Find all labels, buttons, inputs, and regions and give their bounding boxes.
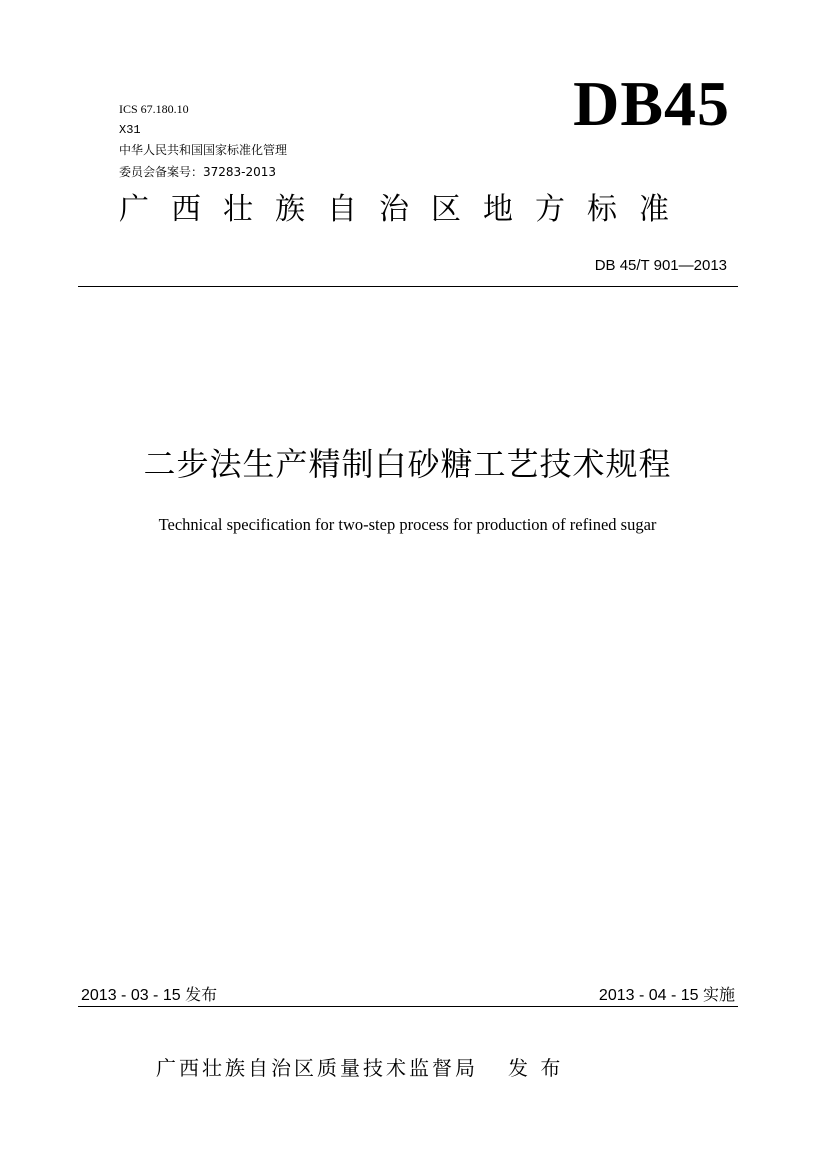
footer-divider (78, 1006, 738, 1007)
header-divider (78, 286, 738, 287)
publish-action: 发 布 (508, 1056, 564, 1080)
db-code-mark: DB45 (573, 68, 730, 139)
standard-kind-heading: 广西壮族自治区地方标准 (119, 192, 691, 227)
implementation-date: 2013 - 04 - 15 实施 (598, 987, 735, 1004)
document-title-chinese: 二步法生产精制白砂糖工艺技术规程 (143, 445, 672, 483)
publisher-line (156, 1054, 563, 1082)
ics-code: ICS 67.180.10 (119, 102, 189, 116)
registration-number: 委员会备案号：37283-2013 (119, 165, 277, 179)
classification-code: X31 (119, 123, 141, 137)
document-title-english: Technical specification for two-step process for production of refined sugar (158, 515, 657, 534)
registering-organization: 中华人民共和国国家标准化管理 (119, 143, 288, 157)
issue-date: 2013 - 03 - 15 发布 (81, 987, 218, 1004)
standard-number: DB 45/T 901—2013 (594, 257, 727, 274)
publisher-name: 广西壮族自治区质量技术监督局 (156, 1056, 478, 1080)
